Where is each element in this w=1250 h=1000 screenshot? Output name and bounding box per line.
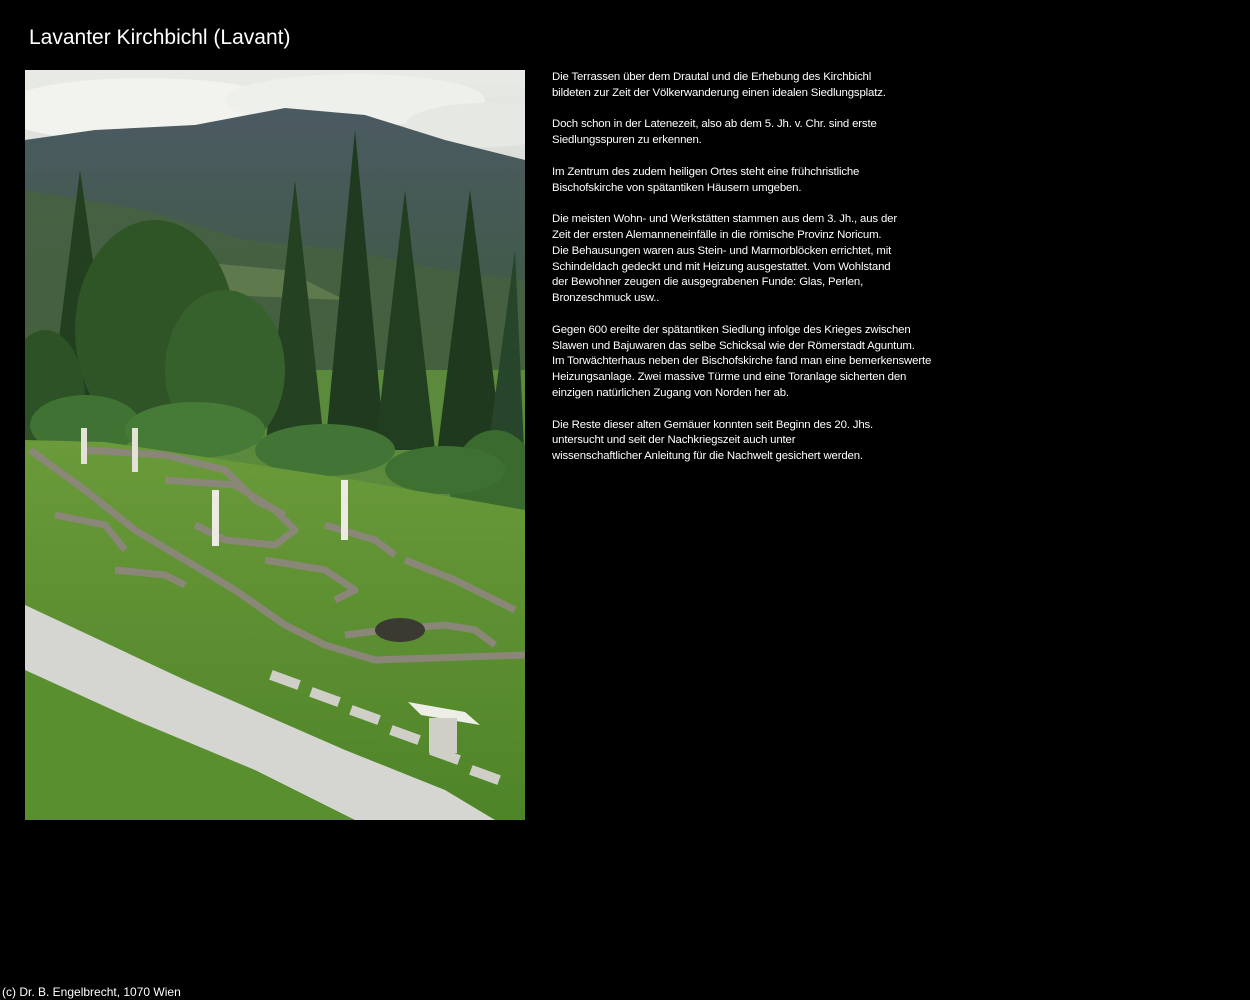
paragraph — [552, 212, 992, 307]
text-line: einzigen natürlichen Zugang von Norden her ab. — [552, 386, 789, 399]
ruins-photo-illustration — [25, 70, 525, 820]
text-line: Die meisten Wohn- und Werkstätten stammen aus dem 3. Jh., aus der — [552, 213, 898, 226]
text-line: untersucht und seit der Nachkriegszeit auch unter — [552, 434, 796, 447]
paragraph — [552, 418, 992, 465]
text-line: Heizungsanlage. Zwei massive Türme und eine Toranlage sicherten den — [552, 371, 907, 384]
text-line: Die Behausungen waren aus Stein- und Marmorblöcken errichtet, mit — [552, 244, 892, 257]
text-line: Slawen und Bajuwaren das selbe Schicksal wie der Römerstadt Aguntum. — [552, 339, 915, 352]
paragraph — [552, 323, 992, 402]
text-line: Gegen 600 ereilte der spätantiken Siedlung infolge des Krieges zwischen — [552, 323, 911, 336]
ruins-photo — [25, 70, 525, 820]
text-line: bildeten zur Zeit der Völkerwanderung einen idealen Siedlungsplatz. — [552, 86, 886, 99]
paragraph — [552, 117, 992, 149]
text-line: Bronzeschmuck usw.. — [552, 292, 660, 305]
page-title: Lavanter Kirchbichl (Lavant) — [29, 26, 291, 49]
text-line: wissenschaftlicher Anleitung für die Nachwelt gesichert werden. — [552, 450, 863, 463]
text-line: Siedlungsspuren zu erkennen. — [552, 134, 702, 147]
paragraph — [552, 70, 992, 102]
text-line: Die Terrassen über dem Drautal und die Erhebung des Kirchbichl — [552, 71, 872, 83]
text-line: Bischofskirche von spätantiken Häusern umgeben. — [552, 181, 802, 194]
text-line: Schindeldach gedeckt und mit Heizung ausgestattet. Vom Wohlstand — [552, 260, 891, 273]
text-line: der Bewohner zeugen die ausgegrabenen Funde: Glas, Perlen, — [552, 276, 864, 289]
text-line: Im Zentrum des zudem heiligen Ortes steht eine frühchristliche — [552, 165, 860, 178]
paragraph — [552, 165, 992, 197]
text-line: Doch schon in der Latenezeit, also ab dem 5. Jh. v. Chr. sind erste — [552, 118, 877, 131]
text-line: Im Torwächterhaus neben der Bischofskirche fand man eine bemerkenswerte — [552, 355, 932, 368]
description-text — [552, 70, 992, 481]
copyright-footer: (c) Dr. B. Engelbrecht, 1070 Wien — [2, 985, 181, 999]
text-line: Die Reste dieser alten Gemäuer konnten seit Beginn des 20. Jhs. — [552, 418, 874, 431]
text-line: Zeit der ersten Alemanneneinfälle in die römische Provinz Noricum. — [552, 228, 882, 241]
